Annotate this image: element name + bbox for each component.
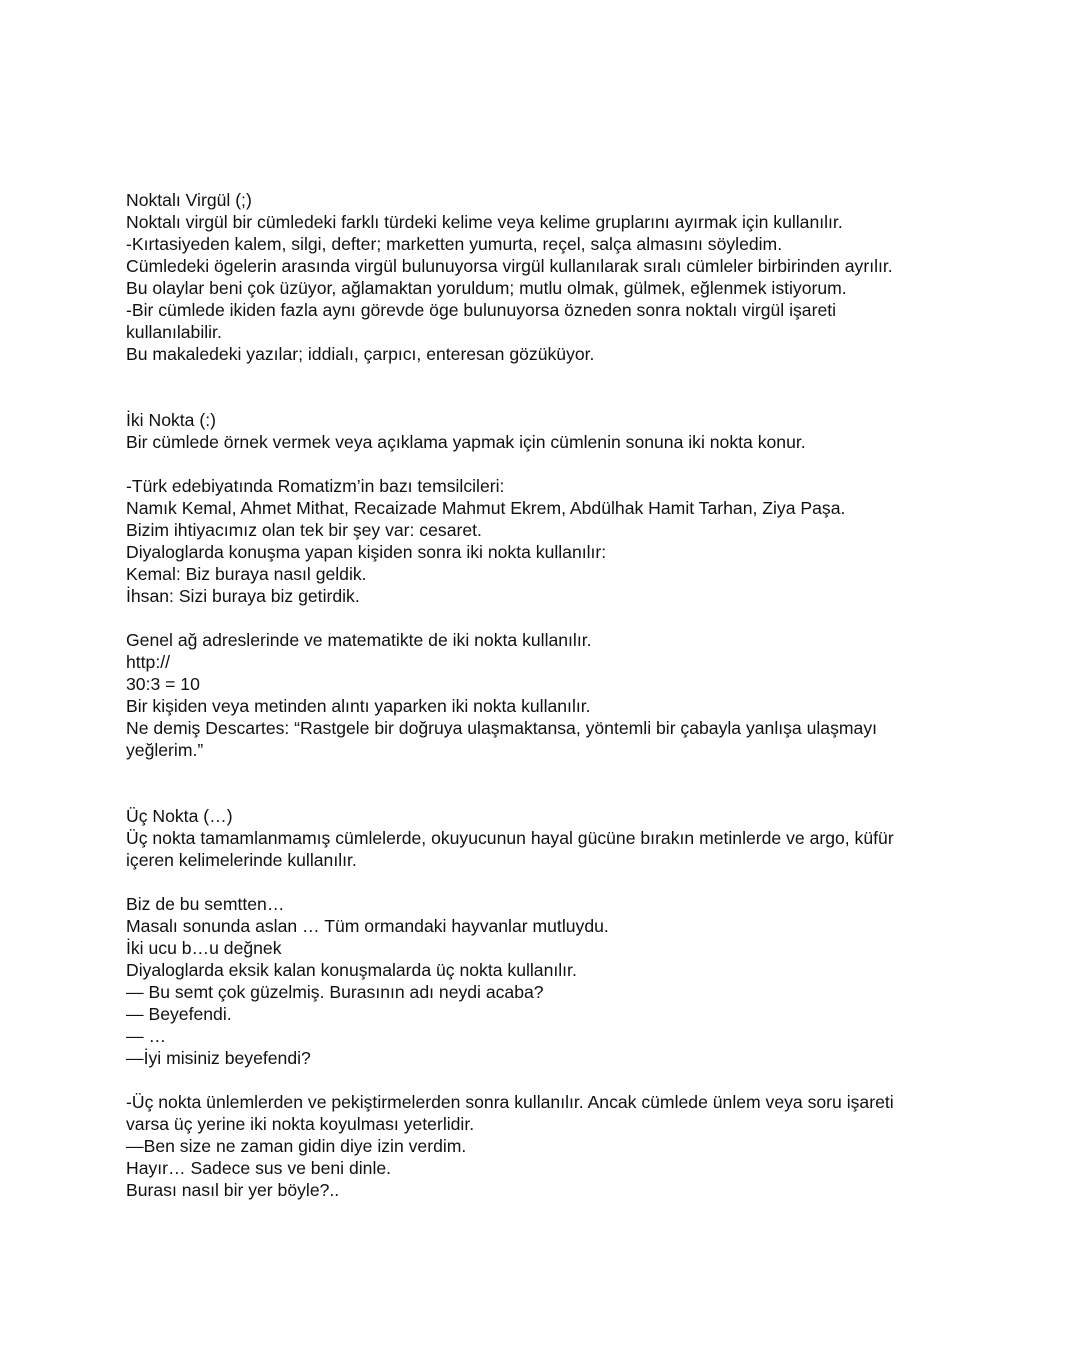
document-page <box>126 189 956 1201</box>
section-spacer <box>126 761 956 805</box>
section-title: İki Nokta (:) <box>126 410 216 430</box>
text-line: varsa üç yerine iki nokta koyulması yeterlidir. <box>126 1114 475 1134</box>
text-line: içeren kelimelerinde kullanılır. <box>126 850 357 870</box>
text-line: Kemal: Biz buraya nasıl geldik. <box>126 564 367 584</box>
section-title: Üç Nokta (…) <box>126 806 233 826</box>
text-line: Hayır… Sadece sus ve beni dinle. <box>126 1158 392 1178</box>
text-line: Ne demiş Descartes: “Rastgele bir doğruya ulaşmaktansa, yöntemli bir çabayla yanlışa ulaşmayı <box>126 718 877 738</box>
text-line <box>126 1069 956 1091</box>
text-line: -Türk edebiyatında Romatizm’in bazı temsilcileri: <box>126 476 505 496</box>
text-line: -Üç nokta ünlemlerden ve pekiştirmelerden sonra kullanılır. Ancak cümlede ünlem veya soru işareti <box>126 1092 894 1112</box>
text-line <box>126 453 956 475</box>
text-line: —İyi misiniz beyefendi? <box>126 1048 311 1068</box>
text-line: -Bir cümlede ikiden fazla aynı görevde öge bulunuyorsa özneden sonra noktalı virgül işareti <box>126 300 837 320</box>
text-line: Noktalı virgül bir cümledeki farklı türdeki kelime veya kelime gruplarını ayırmak için kullanılır. <box>126 212 843 232</box>
text-line <box>126 871 956 893</box>
text-line: İki ucu b…u değnek <box>126 938 282 958</box>
text-line: Bu makaledeki yazılar; iddialı, çarpıcı, enteresan gözüküyor. <box>126 344 595 364</box>
text-line: —Ben size ne zaman gidin diye izin verdim. <box>126 1136 467 1156</box>
text-line <box>126 607 956 629</box>
text-line: kullanılabilir. <box>126 322 222 342</box>
text-line: http:// <box>126 652 171 672</box>
text-line: Üç nokta tamamlanmamış cümlelerde, okuyucunun hayal gücüne bırakın metinlerde ve argo, küfür <box>126 828 894 848</box>
section-noktali-virgul <box>126 189 956 365</box>
text-line: Burası nasıl bir yer böyle?.. <box>126 1180 340 1200</box>
text-line: Bizim ihtiyacımız olan tek bir şey var: cesaret. <box>126 520 482 540</box>
text-line: Diyaloglarda konuşma yapan kişiden sonra iki nokta kullanılır: <box>126 542 607 562</box>
text-line: İhsan: Sizi buraya biz getirdik. <box>126 586 360 606</box>
text-line: Genel ağ adreslerinde ve matematikte de iki nokta kullanılır. <box>126 630 592 650</box>
text-line: Diyaloglarda eksik kalan konuşmalarda üç nokta kullanılır. <box>126 960 577 980</box>
section-title: Noktalı Virgül (;) <box>126 190 252 210</box>
section-iki-nokta <box>126 409 956 761</box>
text-line: yeğlerim.” <box>126 740 204 760</box>
text-line: — … <box>126 1026 167 1046</box>
text-line: Bir cümlede örnek vermek veya açıklama yapmak için cümlenin sonuna iki nokta konur. <box>126 432 806 452</box>
section-uc-nokta <box>126 805 956 1201</box>
text-line: 30:3 = 10 <box>126 674 200 694</box>
section-spacer <box>126 365 956 409</box>
text-line: Biz de bu semtten… <box>126 894 285 914</box>
text-line: Bir kişiden veya metinden alıntı yaparken iki nokta kullanılır. <box>126 696 591 716</box>
text-line: Masalı sonunda aslan … Tüm ormandaki hayvanlar mutluydu. <box>126 916 609 936</box>
text-line: — Bu semt çok güzelmiş. Burasının adı neydi acaba? <box>126 982 544 1002</box>
text-line: Namık Kemal, Ahmet Mithat, Recaizade Mahmut Ekrem, Abdülhak Hamit Tarhan, Ziya Paşa. <box>126 498 846 518</box>
text-line: -Kırtasiyeden kalem, silgi, defter; marketten yumurta, reçel, salça almasını söyledim. <box>126 234 783 254</box>
text-line: — Beyefendi. <box>126 1004 232 1024</box>
text-line: Cümledeki ögelerin arasında virgül bulunuyorsa virgül kullanılarak sıralı cümleler birbirinden ayrılır. <box>126 256 893 276</box>
text-line: Bu olaylar beni çok üzüyor, ağlamaktan yoruldum; mutlu olmak, gülmek, eğlenmek istiyorum. <box>126 278 847 298</box>
